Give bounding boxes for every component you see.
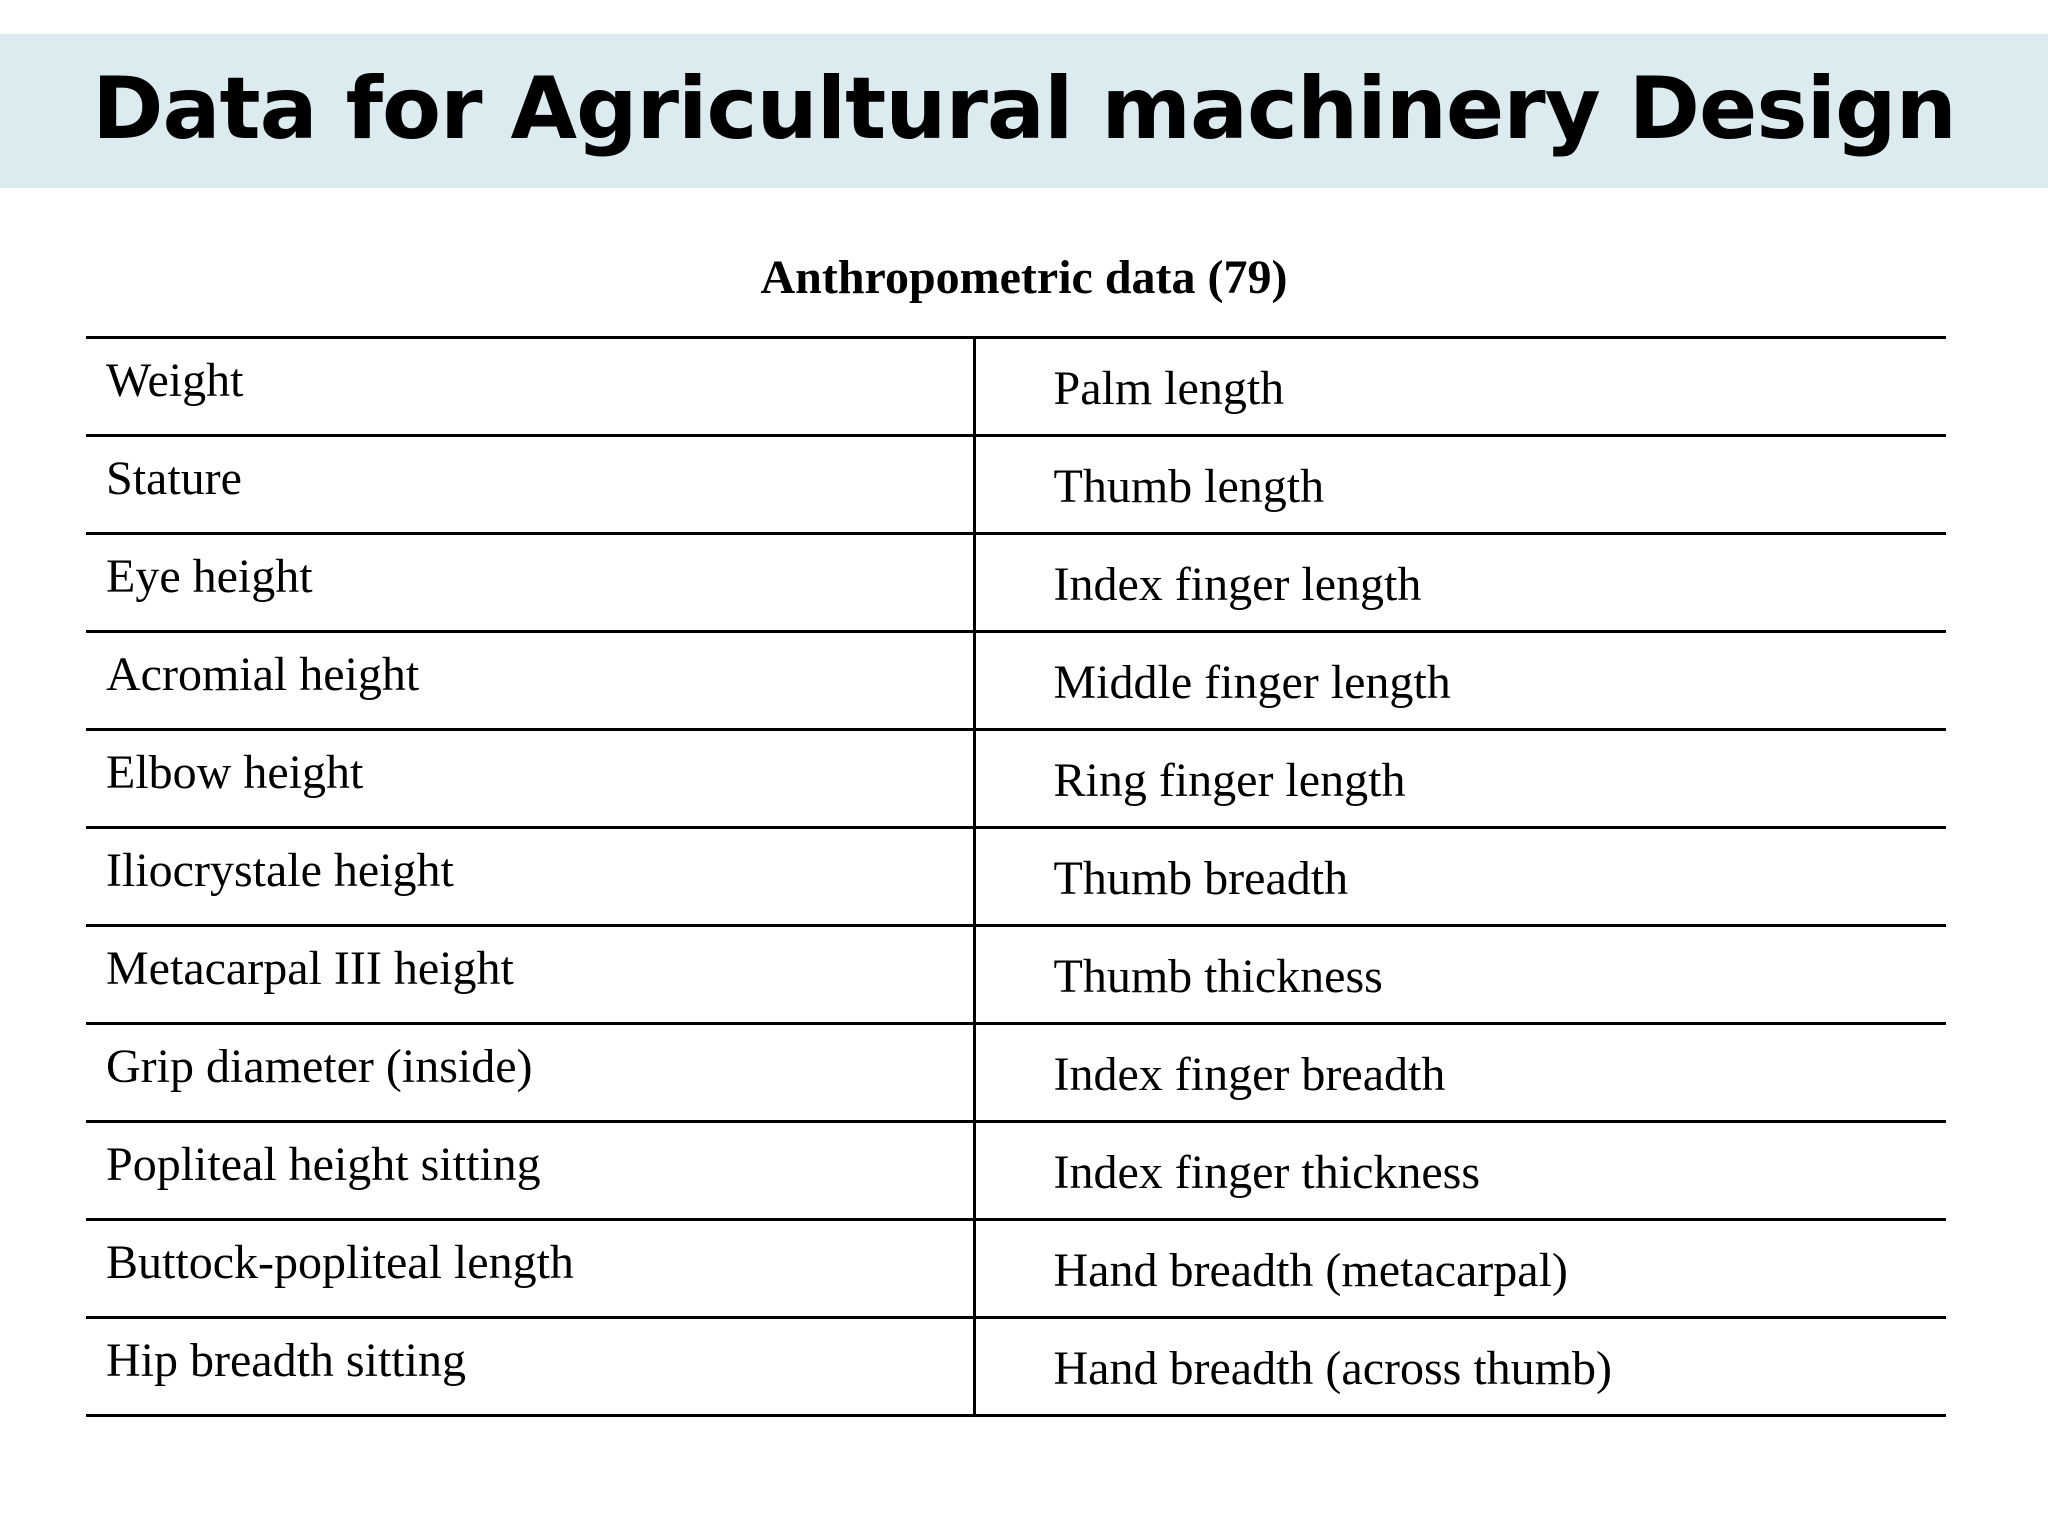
- table-cell-left: Acromial height: [86, 632, 974, 730]
- table-cell-left: Eye height: [86, 534, 974, 632]
- table-cell-left: Popliteal height sitting: [86, 1122, 974, 1220]
- table-cell-left: Hip breadth sitting: [86, 1318, 974, 1416]
- table-row: [86, 1318, 1946, 1416]
- table-row: [86, 828, 1946, 926]
- table-row: [86, 1122, 1946, 1220]
- table-cell-right: Index finger thickness: [974, 1122, 1946, 1220]
- table-cell-left: Grip diameter (inside): [86, 1024, 974, 1122]
- title-banner: [0, 34, 2048, 188]
- table-cell-right: Index finger breadth: [974, 1024, 1946, 1122]
- table-row: [86, 926, 1946, 1024]
- anthropometric-table: [86, 336, 1946, 1417]
- table-cell-right: Ring finger length: [974, 730, 1946, 828]
- table-cell-right: Thumb length: [974, 436, 1946, 534]
- table-cell-right: Hand breadth (metacarpal): [974, 1220, 1946, 1318]
- slide-title: Data for Agricultural machinery Design: [92, 59, 1956, 159]
- table-row: [86, 436, 1946, 534]
- table-row: [86, 534, 1946, 632]
- table-cell-right: Hand breadth (across thumb): [974, 1318, 1946, 1416]
- table-cell-right: Thumb breadth: [974, 828, 1946, 926]
- table-row: [86, 632, 1946, 730]
- table-cell-right: Thumb thickness: [974, 926, 1946, 1024]
- table-row: [86, 338, 1946, 436]
- table-row: [86, 730, 1946, 828]
- table-cell-right: Palm length: [974, 338, 1946, 436]
- table-caption: Anthropometric data (79): [760, 251, 1288, 304]
- table-row: [86, 1024, 1946, 1122]
- table-cell-left: Buttock-popliteal length: [86, 1220, 974, 1318]
- table-cell-left: Elbow height: [86, 730, 974, 828]
- table-cell-right: Index finger length: [974, 534, 1946, 632]
- table-cell-left: Stature: [86, 436, 974, 534]
- table-cell-left: Metacarpal III height: [86, 926, 974, 1024]
- table-cell-left: Weight: [86, 338, 974, 436]
- table-row: [86, 1220, 1946, 1318]
- table-cell-right: Middle finger length: [974, 632, 1946, 730]
- table-cell-left: Iliocrystale height: [86, 828, 974, 926]
